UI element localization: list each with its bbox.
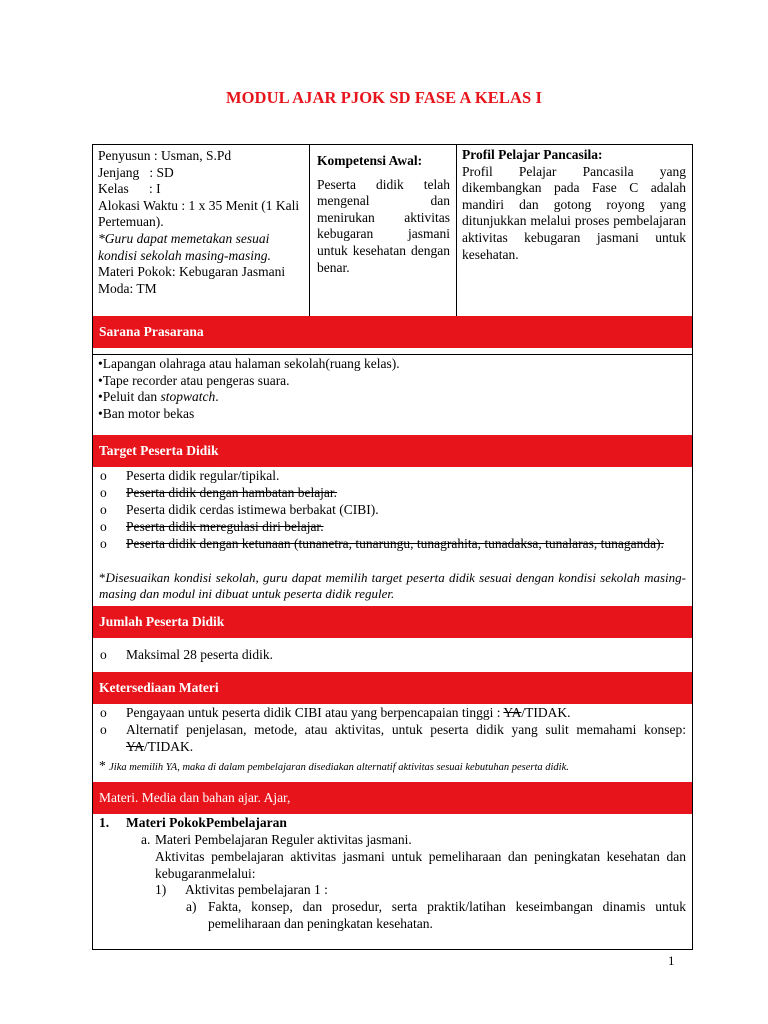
target-note: *Disesuaikan kondisi sekolah, guru dapat memilih target peserta didik sesuai dengan kondisi sekolah masing-masing dan modul ini dibuat untuk peserta didik reguler. (99, 570, 686, 601)
list-item: o Pengayaan untuk peserta didik CIBI atau yang berpencapaian tinggi : YA/TIDAK. (100, 705, 571, 720)
list-item: 1) Aktivitas pembelajaran 1 : (155, 882, 328, 898)
list-item: •Ban motor bekas (98, 405, 195, 421)
ketersediaan-note: * Jika memilih YA, maka di dalam pembelajaran disediakan alternatif aktivitas sesuai kebutuhan peserta didik. (99, 758, 569, 773)
section-header-jumlah: Jumlah Peserta Didik (93, 606, 692, 638)
materi-content (93, 815, 692, 933)
target-list (93, 468, 692, 601)
profil-cell (462, 147, 686, 263)
ketersediaan-list (93, 705, 692, 775)
kompetensi-text: Peserta didik telah mengenal dan menirukan aktivitas kebugaran jasmani untuk kesehatan dengan benar. (317, 176, 450, 275)
divider (309, 145, 310, 316)
divider (456, 145, 457, 316)
list-item: •Tape recorder atau pengeras suara. (98, 372, 290, 388)
moda-text: Moda: TM (98, 280, 157, 296)
profil-text: Profil Pelajar Pancasila yang dikembangkan pada Fase C adalah mandiri dan gotong royong yang ditunjukkan melalui proses pembelajaran aktivitas kebugaran jasmani untuk kesehatan. (462, 163, 686, 262)
section-header-materi: Materi. Media dan bahan ajar. Ajar, (93, 782, 692, 814)
section-header-ketersediaan: Ketersediaan Materi (93, 672, 692, 704)
list-item: •Peluit dan stopwatch. (98, 389, 219, 405)
list-item: •Lapangan olahraga atau halaman sekolah(ruang kelas). (98, 356, 400, 371)
bullet-icon: • (98, 356, 103, 371)
list-item: a. Materi Pembelajaran Reguler aktivitas jasmani. (141, 832, 412, 847)
info-cell (98, 148, 308, 297)
bullet-icon: • (98, 405, 103, 421)
bullet-icon: o (100, 468, 107, 483)
materi-paragraph: Aktivitas pembelajaran aktivitas jasmani untuk pemeliharaan dan peningkatan kesehatan dan kebugaranmelalui: (155, 849, 686, 881)
bullet-icon: o (100, 536, 107, 551)
jenjang-text: Jenjang : SD (98, 164, 174, 180)
bullet-icon: o (100, 519, 107, 534)
kompetensi-cell (317, 153, 450, 276)
bullet-icon: o (100, 705, 107, 720)
list-item: 1. Materi PokokPembelajaran (99, 815, 287, 830)
list-item: o Maksimal 28 peserta didik. (100, 647, 273, 662)
alokasi-text: Alokasi Waktu : 1 x 35 Menit (1 Kali Pertemuan). (98, 197, 300, 230)
list-item: a) Fakta, konsep, dan prosedur, serta praktik/latihan keseimbangan dinamis untuk pemeliharaan dan peningkatan kesehatan. (186, 899, 686, 931)
list-item: o Peserta didik dengan ketunaan (tunanetra, tunarungu, tunagrahita, tunadaksa, tunalaras, tunaganda). (100, 536, 664, 551)
guru-note: *Guru dapat memetakan sesuai kondisi sekolah masing-masing. (98, 230, 271, 263)
bullet-icon: o (100, 502, 107, 517)
list-item: o Peserta didik regular/tipikal. (100, 468, 280, 483)
penyusun-text: Penyusun : Usman, S.Pd (98, 148, 232, 163)
section-header-target: Target Peserta Didik (93, 435, 692, 467)
bullet-icon: • (98, 372, 103, 388)
bullet-icon: o (100, 485, 107, 500)
kompetensi-heading: Kompetensi Awal: (317, 153, 423, 168)
kelas-text: Kelas : I (98, 181, 161, 197)
divider (93, 354, 692, 355)
section-header-sarana: Sarana Prasarana (93, 316, 692, 348)
bullet-icon: o (100, 722, 107, 737)
document-title: MODUL AJAR PJOK SD FASE A KELAS I (225, 88, 543, 107)
bullet-icon: o (100, 647, 107, 662)
list-item: o Peserta didik dengan hambatan belajar. (100, 485, 338, 500)
list-item: o Peserta didik cerdas istimewa berbakat (CIBI). (100, 502, 379, 517)
list-item: o Alternatif penjelasan, metode, atau aktivitas, untuk peserta didik yang sulit memahami konsep: YA/TIDAK. (100, 722, 686, 754)
list-item: o Peserta didik meregulasi diri belajar. (100, 519, 324, 534)
bullet-icon: • (98, 389, 103, 405)
materi-pokok-text: Materi Pokok: Kebugaran Jasmani (98, 264, 286, 280)
sarana-list (98, 356, 688, 422)
module-table (92, 144, 693, 950)
page-number: 1 (668, 953, 675, 968)
profil-heading: Profil Pelajar Pancasila: (462, 147, 603, 162)
